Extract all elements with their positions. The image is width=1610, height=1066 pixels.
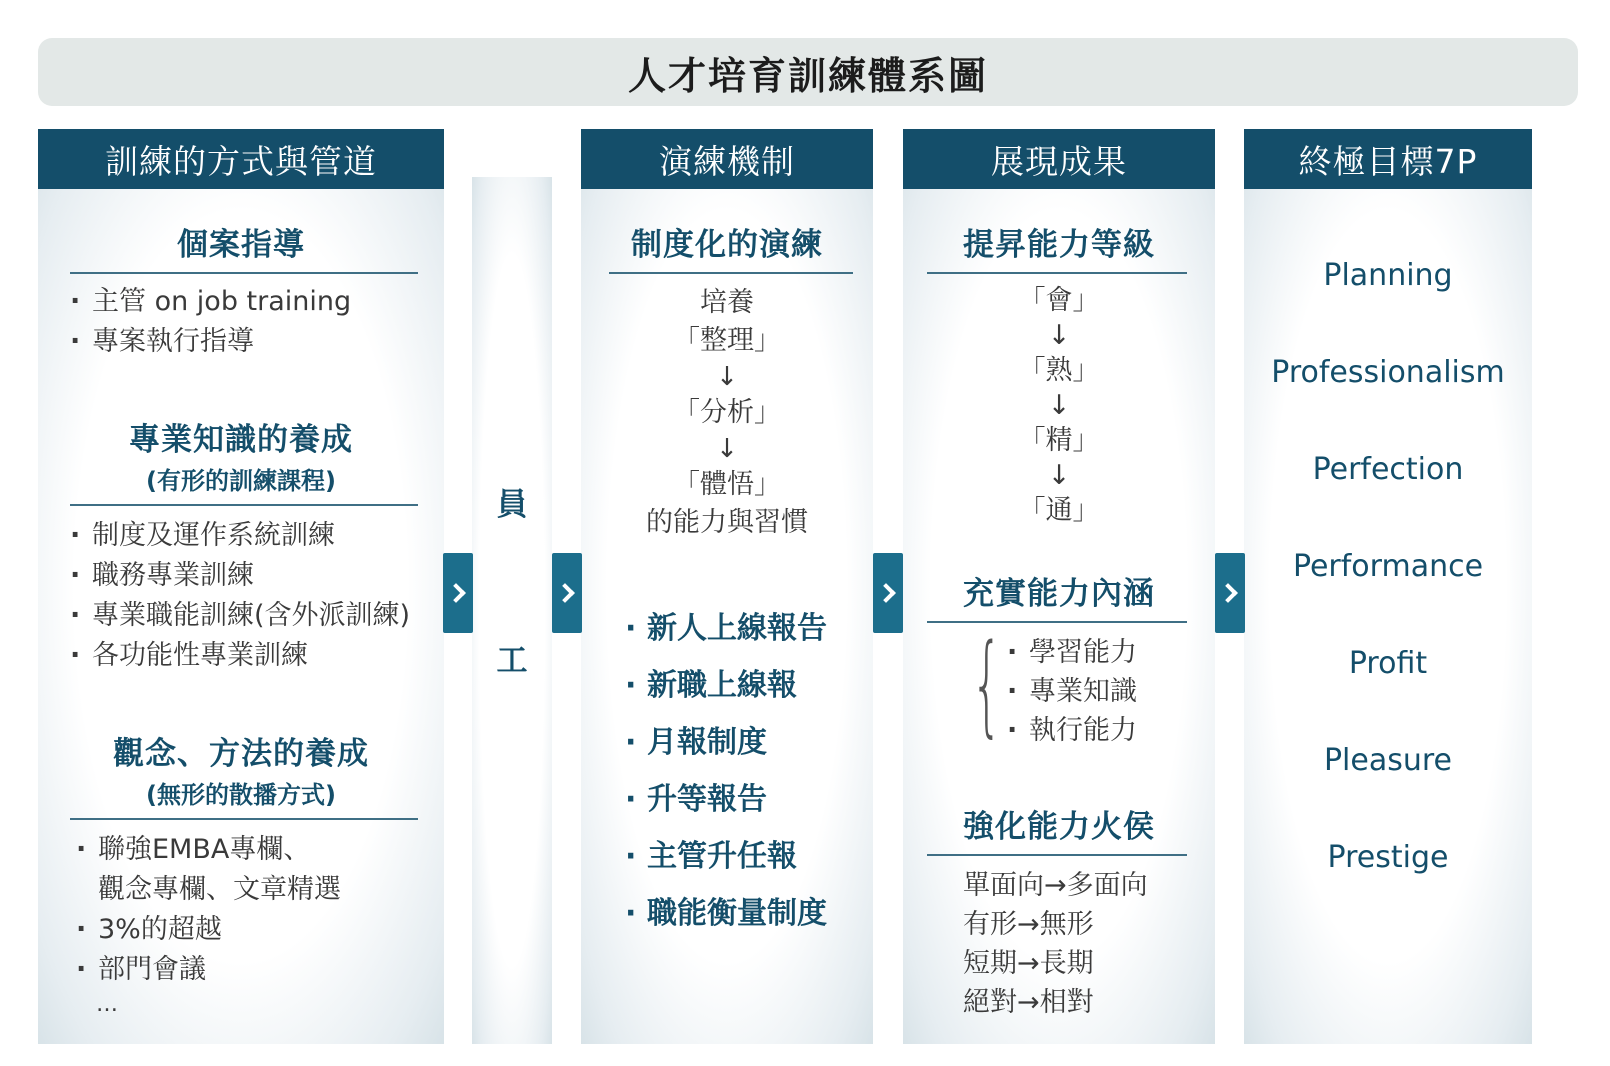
text-line: 有形→無形 xyxy=(963,909,1094,940)
chevron-right-icon xyxy=(552,553,582,633)
list-item: · 主管升任報 xyxy=(625,828,873,885)
list-item: · 專業知識 xyxy=(1007,672,1137,711)
list-item: · 執行能力 xyxy=(1007,711,1137,750)
goal-item: Pleasure xyxy=(1323,743,1453,778)
section-title: 觀念、方法的養成 xyxy=(113,736,369,772)
column-ultimate-goals xyxy=(1244,129,1532,1044)
list-item: · 制度及運作系統訓練 xyxy=(70,516,444,556)
employee-char: 員 xyxy=(496,487,528,523)
arrow-down-icon: ↓ xyxy=(716,362,738,392)
section-title: 強化能力火侯 xyxy=(963,809,1155,845)
list-item: · 專案執行指導 xyxy=(70,322,444,362)
arrow-down-icon: ↓ xyxy=(1047,320,1071,351)
chevron-right-icon xyxy=(1215,553,1245,633)
level-step: 「精」 xyxy=(1018,425,1100,456)
list-item: · 月報制度 xyxy=(625,714,873,771)
list-item: · 聯強EMBA專欄、 xyxy=(76,830,444,870)
section-title: 提昇能力等級 xyxy=(963,227,1155,263)
section-title: 充實能力內涵 xyxy=(963,576,1155,612)
ellipsis: … xyxy=(96,992,118,1017)
section-title: 制度化的演練 xyxy=(631,227,823,263)
diagram-title: 人才培育訓練體系圖 xyxy=(38,38,1578,106)
divider xyxy=(927,854,1187,856)
text-line: 「分析」 xyxy=(673,397,781,428)
goal-item: Professionalism xyxy=(1271,355,1505,390)
list-item-continuation: 觀念專欄、文章精選 xyxy=(98,874,341,905)
column-practice-mechanism xyxy=(581,129,873,1044)
list-item: · 各功能性專業訓練 xyxy=(70,636,444,676)
text-line: 「整理」 xyxy=(673,325,781,356)
level-step: 「通」 xyxy=(1018,495,1100,526)
section-title: 個案指導 xyxy=(177,227,305,263)
divider xyxy=(927,272,1187,274)
arrow-down-icon: ↓ xyxy=(716,434,738,464)
goal-item: Planning xyxy=(1323,258,1453,293)
arrow-down-icon: ↓ xyxy=(1047,390,1071,421)
column-header: 終極目標7P xyxy=(1244,129,1532,189)
chevron-right-icon xyxy=(443,553,473,633)
column-training-methods xyxy=(38,129,444,1044)
text-line: 培養 xyxy=(700,287,754,318)
goal-item: Performance xyxy=(1292,549,1484,584)
divider xyxy=(70,272,418,274)
level-step: 「會」 xyxy=(1018,285,1100,316)
list-item: · 3%的超越 xyxy=(76,910,444,950)
column-header: 展現成果 xyxy=(903,129,1215,189)
list-item: · 職能衡量制度 xyxy=(625,885,873,942)
divider xyxy=(927,621,1187,623)
text-line: 的能力與習慣 xyxy=(646,507,808,538)
column-header: 演練機制 xyxy=(581,129,873,189)
column-results xyxy=(903,129,1215,1044)
text-line: 絕對→相對 xyxy=(963,987,1094,1018)
chevron-right-icon xyxy=(873,553,903,633)
goal-item: Perfection xyxy=(1312,452,1464,487)
column-header: 訓練的方式與管道 xyxy=(38,129,444,189)
text-line: 「體悟」 xyxy=(673,469,781,500)
list-item: · 新人上線報告 xyxy=(625,600,873,657)
list-item: · 升等報告 xyxy=(625,771,873,828)
text-line: 單面向→多面向 xyxy=(963,870,1148,901)
brace-icon: { xyxy=(971,620,1003,748)
arrow-down-icon: ↓ xyxy=(1047,460,1071,491)
goal-item: Prestige xyxy=(1327,840,1449,875)
employee-char: 工 xyxy=(496,643,528,679)
list-item: · 部門會議 xyxy=(76,950,444,990)
list-item: · 新職上線報 xyxy=(625,657,873,714)
list-item: · 主管 on job training xyxy=(70,282,444,322)
list-item: · 專業職能訓練(含外派訓練) xyxy=(70,596,444,636)
text-line: 短期→長期 xyxy=(963,948,1094,979)
goal-item: Profit xyxy=(1348,646,1428,681)
section-title: 專業知識的養成 xyxy=(129,422,353,458)
divider xyxy=(609,272,853,274)
list-item: · 學習能力 xyxy=(1007,633,1137,672)
section-subtitle: (無形的散播方式) xyxy=(146,781,336,809)
list-item: · 職務專業訓練 xyxy=(70,556,444,596)
column-employee xyxy=(472,177,552,1044)
section-subtitle: (有形的訓練課程) xyxy=(146,467,336,495)
level-step: 「熟」 xyxy=(1018,355,1100,386)
divider xyxy=(70,818,418,820)
divider xyxy=(70,504,418,506)
